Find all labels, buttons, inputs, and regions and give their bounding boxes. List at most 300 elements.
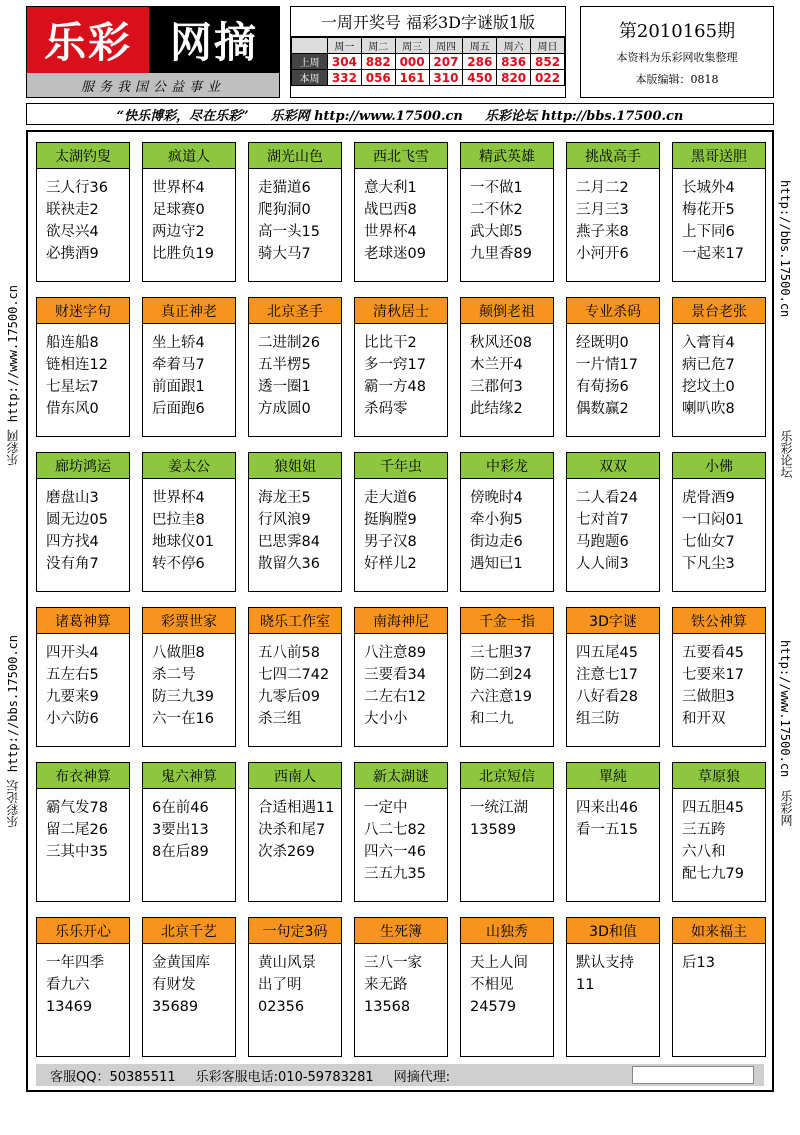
- puzzle-card-title: 草原狼: [673, 763, 765, 789]
- side-text-left-forum: 乐彩论坛 http://bbs.17500.cn: [6, 635, 20, 828]
- puzzle-line: 经既明0: [576, 335, 629, 351]
- puzzle-card: [248, 452, 342, 592]
- puzzle-line: 一年四季: [46, 955, 104, 971]
- puzzle-line: 四来出46: [576, 800, 638, 816]
- draw-day: 周一: [328, 38, 362, 54]
- draw-day: 周四: [429, 38, 463, 54]
- puzzle-line: 一片情17: [576, 357, 638, 373]
- puzzle-line: 燕子来8: [576, 224, 629, 240]
- puzzle-line: 三月三3: [576, 202, 629, 218]
- draw-number: 161: [395, 70, 429, 86]
- puzzle-line: 喇叭吹8: [682, 401, 735, 417]
- draw-corner: [292, 38, 328, 54]
- puzzle-line: 杀二号: [152, 667, 196, 683]
- puzzle-line: 九里香89: [470, 246, 532, 262]
- puzzle-line: 散留久36: [258, 556, 320, 572]
- puzzle-card: [354, 607, 448, 747]
- puzzle-line: 必携酒9: [46, 246, 99, 262]
- puzzle-line: 有财发: [152, 977, 196, 993]
- puzzle-line: 四六一46: [364, 844, 426, 860]
- puzzle-card-title: 疯道人: [143, 143, 235, 169]
- puzzle-card-body: [355, 634, 447, 730]
- puzzle-card-body: [143, 944, 235, 1018]
- puzzle-line: 街边走6: [470, 534, 523, 550]
- puzzle-line: 地球仪01: [152, 534, 214, 550]
- puzzle-card-title: 景台老张: [673, 298, 765, 324]
- puzzle-card-body: [249, 479, 341, 575]
- puzzle-card-title: 诸葛神算: [37, 608, 129, 634]
- footer-agent-box: [632, 1066, 754, 1084]
- puzzle-card-title: 3D和值: [567, 918, 659, 944]
- draw-day: 周二: [361, 38, 395, 54]
- puzzle-line: 七要来17: [682, 667, 744, 683]
- puzzle-line: 小河开6: [576, 246, 629, 262]
- puzzle-line: 杀码零: [364, 401, 408, 417]
- puzzle-line: 没有角7: [46, 556, 99, 572]
- puzzle-card: [142, 762, 236, 902]
- puzzle-line: 三八一家: [364, 955, 422, 971]
- puzzle-line: 偶数赢2: [576, 401, 629, 417]
- grid-row: [36, 142, 766, 282]
- puzzle-line: 注意七17: [576, 667, 638, 683]
- puzzle-card-body: [249, 789, 341, 863]
- draw-row-last-week: [292, 54, 565, 70]
- puzzle-card-body: [249, 944, 341, 1018]
- puzzle-line: 三郡何3: [470, 379, 523, 395]
- puzzle-line: 人人闹3: [576, 556, 629, 572]
- puzzle-card-title: 精武英雄: [461, 143, 553, 169]
- puzzle-card-title: 山独秀: [461, 918, 553, 944]
- puzzle-card-body: [37, 789, 129, 863]
- puzzle-line: 傍晚时4: [470, 490, 523, 506]
- puzzle-card: [36, 917, 130, 1057]
- puzzle-line: 七四二742: [258, 667, 330, 683]
- puzzle-card-body: [567, 789, 659, 841]
- puzzle-line: 挖坟土0: [682, 379, 735, 395]
- puzzle-line: 五要看45: [682, 645, 744, 661]
- puzzle-card-body: [143, 634, 235, 730]
- puzzle-card-body: [37, 634, 129, 730]
- puzzle-line: 五左右5: [46, 667, 99, 683]
- puzzle-card-title: 北京短信: [461, 763, 553, 789]
- puzzle-line: 入膏肓4: [682, 335, 735, 351]
- puzzle-card-body: [461, 169, 553, 265]
- puzzle-line: 船连船8: [46, 335, 99, 351]
- puzzle-line: 比胜负19: [152, 246, 214, 262]
- puzzle-card: [36, 297, 130, 437]
- puzzle-card-title: 西南人: [249, 763, 341, 789]
- puzzle-card-title: 小佛: [673, 453, 765, 479]
- puzzle-card-title: 清秋居士: [355, 298, 447, 324]
- puzzle-line: 四五尾45: [576, 645, 638, 661]
- puzzle-line: 欲尽兴4: [46, 224, 99, 240]
- puzzle-card-title: 狼姐姐: [249, 453, 341, 479]
- footer-qq: 客服QQ：50385511: [50, 1069, 176, 1085]
- puzzle-card-body: [461, 634, 553, 730]
- draw-number: 820: [497, 70, 531, 86]
- puzzle-line: 转不停6: [152, 556, 205, 572]
- puzzle-card: [460, 297, 554, 437]
- puzzle-line: 一定中: [364, 800, 408, 816]
- puzzle-line: 坐上轿4: [152, 335, 205, 351]
- puzzle-line: 防二到24: [470, 667, 532, 683]
- puzzle-line: 巴思霁84: [258, 534, 320, 550]
- puzzle-line: 13469: [46, 999, 93, 1015]
- puzzle-line: 世界杯4: [364, 224, 417, 240]
- puzzle-line: 走猫道6: [258, 180, 311, 196]
- puzzle-card-title: 颠倒老祖: [461, 298, 553, 324]
- puzzle-line: 九零后09: [258, 689, 320, 705]
- puzzle-line: 3要出13: [152, 822, 209, 838]
- puzzle-card-title: 鬼六神算: [143, 763, 235, 789]
- puzzle-line: 骑大马7: [258, 246, 311, 262]
- puzzle-line: 马跑题6: [576, 534, 629, 550]
- puzzle-line: 一不做1: [470, 180, 523, 196]
- puzzle-line: 三人行36: [46, 180, 108, 196]
- puzzle-line: 好样儿2: [364, 556, 417, 572]
- puzzle-card: [36, 607, 130, 747]
- puzzle-card: [354, 917, 448, 1057]
- footer-bar: [36, 1064, 764, 1086]
- puzzle-line: 和开双: [682, 711, 726, 727]
- puzzle-card-title: 专业杀码: [567, 298, 659, 324]
- puzzle-line: 24579: [470, 999, 517, 1015]
- puzzle-line: 七仙女7: [682, 534, 735, 550]
- puzzle-line: 有荀扬6: [576, 379, 629, 395]
- issue-number: 第2010165期: [618, 21, 736, 42]
- puzzle-card: [142, 142, 236, 282]
- puzzle-card-body: [143, 479, 235, 575]
- draw-number: 304: [328, 54, 362, 70]
- puzzle-line: 11: [576, 977, 595, 993]
- puzzle-line: 爬狗洞0: [258, 202, 311, 218]
- puzzle-card: [354, 142, 448, 282]
- puzzle-line: 行风浪9: [258, 512, 311, 528]
- puzzle-card: [566, 452, 660, 592]
- puzzle-card: [460, 452, 554, 592]
- puzzle-card-title: 真正神老: [143, 298, 235, 324]
- puzzle-line: 八好看28: [576, 689, 638, 705]
- puzzle-card-body: [567, 169, 659, 265]
- puzzle-line: 次杀269: [258, 844, 315, 860]
- puzzle-line: 高一头15: [258, 224, 320, 240]
- grid-row: [36, 917, 766, 1057]
- issue-editor: 本版编辑：0818: [635, 73, 719, 86]
- puzzle-line: 战巴西8: [364, 202, 417, 218]
- draw-number: 852: [531, 54, 565, 70]
- puzzle-line: 长城外4: [682, 180, 735, 196]
- puzzle-line: 九要来9: [46, 689, 99, 705]
- puzzle-card: [566, 762, 660, 902]
- puzzle-card: [672, 917, 766, 1057]
- puzzle-line: 八注意89: [364, 645, 426, 661]
- puzzle-card-body: [37, 479, 129, 575]
- puzzle-card-title: 太湖钓叟: [37, 143, 129, 169]
- puzzle-card: [36, 762, 130, 902]
- puzzle-line: 六注意19: [470, 689, 532, 705]
- puzzle-line: 上下同6: [682, 224, 735, 240]
- issue-box: [580, 6, 774, 98]
- puzzle-line: 二进制26: [258, 335, 320, 351]
- puzzle-line: 看一五15: [576, 822, 638, 838]
- draw-title: 一周开奖号 福彩3D字谜版1版: [291, 7, 565, 37]
- puzzle-card-title: 廊坊鸿运: [37, 453, 129, 479]
- slogan-bar: [26, 103, 774, 125]
- puzzle-line: 借东风0: [46, 401, 99, 417]
- puzzle-line: 二月二2: [576, 180, 629, 196]
- puzzle-line: 二左右12: [364, 689, 426, 705]
- draw-table: [291, 37, 565, 86]
- puzzle-card: [672, 452, 766, 592]
- puzzle-card: [672, 297, 766, 437]
- puzzle-line: 霸气发78: [46, 800, 108, 816]
- puzzle-card-body: [37, 169, 129, 265]
- puzzle-card: [460, 917, 554, 1057]
- puzzle-card-title: 單純: [567, 763, 659, 789]
- puzzle-line: 老球迷09: [364, 246, 426, 262]
- puzzle-card-title: 姜太公: [143, 453, 235, 479]
- puzzle-line: 链相连12: [46, 357, 108, 373]
- footer-agent: 网摘代理:: [393, 1069, 451, 1085]
- puzzle-line: 6在前46: [152, 800, 209, 816]
- puzzle-card-body: [461, 789, 553, 841]
- puzzle-line: 四开头4: [46, 645, 99, 661]
- puzzle-card-body: [567, 324, 659, 420]
- side-text-right-forum-url: http://bbs.17500.cn: [778, 180, 792, 318]
- puzzle-line: 天上人间: [470, 955, 528, 971]
- puzzle-line: 二不休2: [470, 202, 523, 218]
- puzzle-line: 秋风还08: [470, 335, 532, 351]
- puzzle-card-body: [355, 479, 447, 575]
- draw-number: 056: [361, 70, 395, 86]
- puzzle-card: [248, 762, 342, 902]
- puzzle-card: [566, 297, 660, 437]
- puzzle-line: 磨盘山3: [46, 490, 99, 506]
- puzzle-line: 不相见: [470, 977, 514, 993]
- puzzle-line: 小六防6: [46, 711, 99, 727]
- puzzle-line: 配七九79: [682, 866, 744, 882]
- puzzle-line: 比比干2: [364, 335, 417, 351]
- puzzle-card: [142, 297, 236, 437]
- puzzle-line: 八做胆8: [152, 645, 205, 661]
- puzzle-line: 四方找4: [46, 534, 99, 550]
- logo-tagline: 服务我国公益事业: [27, 73, 279, 97]
- puzzle-card: [248, 917, 342, 1057]
- puzzle-card-title: 晓乐工作室: [249, 608, 341, 634]
- issue-source: 本资料为乐彩网收集整理: [616, 51, 738, 64]
- side-text-left-site: 乐彩网 http://www.17500.cn: [6, 285, 20, 466]
- puzzle-line: 组三防: [576, 711, 620, 727]
- draw-number: 022: [531, 70, 565, 86]
- puzzle-card-title: 铁公神算: [673, 608, 765, 634]
- puzzle-line: 病已危7: [682, 357, 735, 373]
- puzzle-line: 一口闷01: [682, 512, 744, 528]
- slogan-site-link[interactable]: 乐彩网 http://www.17500.cn: [270, 108, 463, 124]
- puzzle-line: 六一在16: [152, 711, 214, 727]
- draw-number: 000: [395, 54, 429, 70]
- puzzle-card-title: 3D字谜: [567, 608, 659, 634]
- puzzle-card-title: 财迷字句: [37, 298, 129, 324]
- logo-main: [27, 7, 279, 73]
- puzzle-card-body: [355, 789, 447, 885]
- puzzle-card-title: 生死簿: [355, 918, 447, 944]
- puzzle-card: [566, 917, 660, 1057]
- puzzle-line: 八二七82: [364, 822, 426, 838]
- draw-results-box: [290, 6, 566, 98]
- puzzle-card-body: [37, 944, 129, 1018]
- puzzle-card-title: 新太湖谜: [355, 763, 447, 789]
- puzzle-card-title: 双双: [567, 453, 659, 479]
- puzzle-card-title: 挑战高手: [567, 143, 659, 169]
- puzzle-line: 世界杯4: [152, 490, 205, 506]
- puzzle-line: 三七胆37: [470, 645, 532, 661]
- puzzle-line: 七对首7: [576, 512, 629, 528]
- draw-number: 310: [429, 70, 463, 86]
- puzzle-card-title: 如来福主: [673, 918, 765, 944]
- puzzle-card-body: [567, 944, 659, 996]
- puzzle-card: [248, 607, 342, 747]
- puzzle-line: 遇知已1: [470, 556, 523, 572]
- puzzle-card: [248, 142, 342, 282]
- puzzle-line: 巴拉圭8: [152, 512, 205, 528]
- puzzle-line: 三其中35: [46, 844, 108, 860]
- draw-day: 周六: [497, 38, 531, 54]
- puzzle-line: 来无路: [364, 977, 408, 993]
- puzzle-card-body: [461, 944, 553, 1018]
- puzzle-line: 三五九35: [364, 866, 426, 882]
- puzzle-line: 意大利1: [364, 180, 417, 196]
- puzzle-card: [354, 297, 448, 437]
- puzzle-card-title: 中彩龙: [461, 453, 553, 479]
- puzzle-card-body: [37, 324, 129, 420]
- puzzle-card: [36, 142, 130, 282]
- main-content: [26, 130, 774, 1092]
- puzzle-card-body: [673, 169, 765, 265]
- puzzle-card: [460, 607, 554, 747]
- draw-row-this-week: [292, 70, 565, 86]
- slogan-forum-link[interactable]: 乐彩论坛 http://bbs.17500.cn: [484, 108, 684, 124]
- puzzle-line: 足球赛0: [152, 202, 205, 218]
- puzzle-card: [142, 917, 236, 1057]
- draw-header-row: [292, 38, 565, 54]
- puzzle-line: 后面跑6: [152, 401, 205, 417]
- puzzle-line: 四五胆45: [682, 800, 744, 816]
- puzzle-card-body: [355, 944, 447, 1018]
- puzzle-line: 三五跨: [682, 822, 726, 838]
- puzzle-card-body: [143, 789, 235, 863]
- puzzle-card-body: [143, 324, 235, 420]
- logo-red-text: 乐彩: [27, 7, 149, 73]
- puzzle-card: [460, 142, 554, 282]
- puzzle-line: 武大郎5: [470, 224, 523, 240]
- puzzle-line: 一起来17: [682, 246, 744, 262]
- draw-day: 周五: [463, 38, 497, 54]
- side-text-right-site: 乐彩网: [779, 790, 793, 826]
- puzzle-card: [672, 142, 766, 282]
- puzzle-card-title: 北京圣手: [249, 298, 341, 324]
- puzzle-line: 此结缘2: [470, 401, 523, 417]
- puzzle-card-body: [673, 324, 765, 420]
- puzzle-line: 牵小狗5: [470, 512, 523, 528]
- puzzle-line: 牵着马7: [152, 357, 205, 373]
- puzzle-card-body: [249, 324, 341, 420]
- puzzle-card-title: 湖光山色: [249, 143, 341, 169]
- puzzle-line: 合适相遇11: [258, 800, 335, 816]
- puzzle-card: [248, 297, 342, 437]
- puzzle-line: 方成圆0: [258, 401, 311, 417]
- draw-number: 450: [463, 70, 497, 86]
- puzzle-card-body: [249, 169, 341, 265]
- puzzle-card-body: [673, 789, 765, 885]
- puzzle-card: [566, 142, 660, 282]
- puzzle-line: 木兰开4: [470, 357, 523, 373]
- puzzle-line: 梅花开5: [682, 202, 735, 218]
- draw-number: 207: [429, 54, 463, 70]
- puzzle-line: 多一窍17: [364, 357, 426, 373]
- puzzle-card-title: 黑哥送胆: [673, 143, 765, 169]
- side-text-right-site-url: http://www.17500.cn: [778, 640, 792, 778]
- puzzle-line: 出了明: [258, 977, 302, 993]
- puzzle-card-body: [355, 324, 447, 420]
- draw-day: 周三: [395, 38, 429, 54]
- grid-row: [36, 607, 766, 747]
- puzzle-card-body: [673, 944, 765, 974]
- puzzle-line: 13589: [470, 822, 517, 838]
- puzzle-line: 虎骨酒9: [682, 490, 735, 506]
- footer-phone: 乐彩客服电话:010-59783281: [195, 1069, 374, 1085]
- puzzle-line: 透一圈1: [258, 379, 311, 395]
- puzzle-line: 13568: [364, 999, 411, 1015]
- puzzle-card: [460, 762, 554, 902]
- puzzle-card-title: 布衣神算: [37, 763, 129, 789]
- puzzle-line: 三要看34: [364, 667, 426, 683]
- puzzle-line: 圆无边05: [46, 512, 108, 528]
- puzzle-line: 35689: [152, 999, 199, 1015]
- puzzle-line: 前面跟1: [152, 379, 205, 395]
- puzzle-line: 五八前58: [258, 645, 320, 661]
- puzzle-line: 02356: [258, 999, 305, 1015]
- puzzle-line: 联袂走2: [46, 202, 99, 218]
- puzzle-card-body: [355, 169, 447, 265]
- grid-row: [36, 762, 766, 902]
- puzzle-line: 决杀和尾7: [258, 822, 326, 838]
- draw-number: 332: [328, 70, 362, 86]
- puzzle-line: 世界杯4: [152, 180, 205, 196]
- draw-number: 286: [463, 54, 497, 70]
- puzzle-line: 和二九: [470, 711, 514, 727]
- puzzle-line: 8在后89: [152, 844, 209, 860]
- puzzle-line: 下凡尘3: [682, 556, 735, 572]
- puzzle-line: 金黄国库: [152, 955, 210, 971]
- puzzle-card-title: 千年虫: [355, 453, 447, 479]
- puzzle-card-title: 乐乐开心: [37, 918, 129, 944]
- grid-row: [36, 297, 766, 437]
- puzzle-line: 挺胸膛9: [364, 512, 417, 528]
- puzzle-card-body: [249, 634, 341, 730]
- puzzle-card: [36, 452, 130, 592]
- puzzle-line: 黄山风景: [258, 955, 316, 971]
- puzzle-line: 霸一方48: [364, 379, 426, 395]
- puzzle-card-title: 西北飞雪: [355, 143, 447, 169]
- puzzle-line: 防三九39: [152, 689, 214, 705]
- puzzle-line: 海龙王5: [258, 490, 311, 506]
- side-text-right-forum: 乐彩论坛: [779, 430, 793, 478]
- puzzle-line: 大小小: [364, 711, 408, 727]
- grid-row: [36, 452, 766, 592]
- puzzle-line: 五半楞5: [258, 357, 311, 373]
- draw-day: 周日: [531, 38, 565, 54]
- puzzle-card-body: [673, 634, 765, 730]
